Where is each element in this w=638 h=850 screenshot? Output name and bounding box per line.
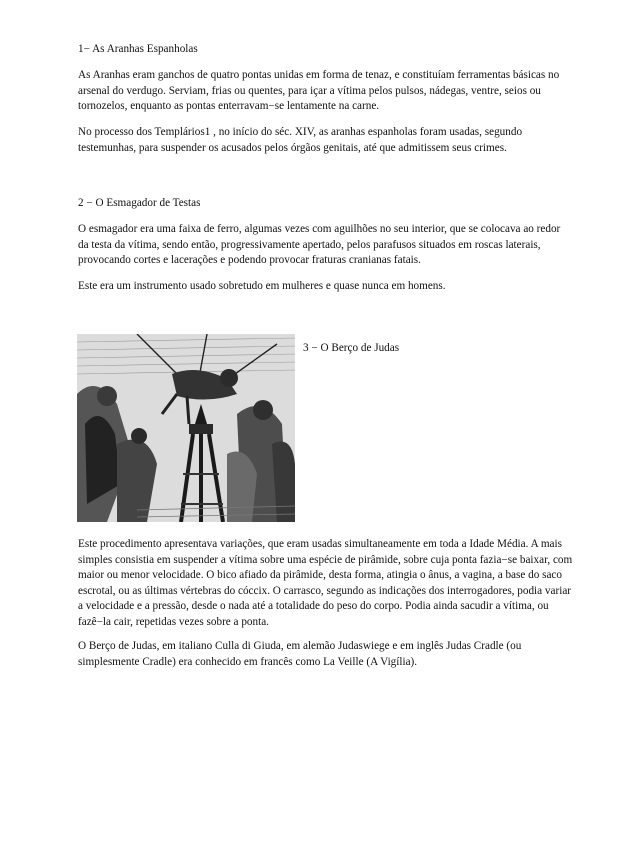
paragraph: No processo dos Templários1 , no início do séc. XIV, as aranhas espanholas foram usadas, segundo testemunhas, para suspender os acusados pelos órgãos genitais, até que admitissem seus crimes. <box>78 126 523 154</box>
section-heading: 2 − O Esmagador de Testas <box>78 197 201 209</box>
section-heading: 3 − O Berço de Judas <box>303 342 400 354</box>
paragraph: Este era um instrumento usado sobretudo em mulheres e quase nunca em homens. <box>78 280 446 292</box>
paragraph: O Berço de Judas, em italiano Culla di Giuda, em alemão Judaswiege e em inglês Judas Cradle (ou simplesmente Cradle) era conhecido em francês como La Veille (A Vigília). <box>78 640 522 668</box>
paragraph: O esmagador era uma faixa de ferro, algumas vezes com aguilhões no seu interior, que se colocava ao redor da testa da vítima, sendo então, progressivamente apertado, pelos parafusos situados em roscas laterais, provocando cortes e lacerações e podendo provocar fraturas cranianas fatais. <box>78 223 561 267</box>
woodcut-engraving-image <box>77 334 295 522</box>
paragraph: Este procedimento apresentava variações, que eram usadas simultaneamente em toda a Idade Média. A mais simples consistia em suspender a vítima sobre uma espécie de pirâmide, sobre cuja ponta fazia−se baixar, com maior ou menor velocidade. O bico afiado da pirâmide, desta forma, atingia o ânus, a vagina, a base do saco escrotal, ou as últimas vértebras do cóccix. O carrasco, segundo as indicações dos interrogadores, podia variar a velocidade e a pressão, desde o nada até a totalidade do peso do corpo. Podia ainda sacudir a vítima, ou fazê−la cair, repetidas vezes sobre a ponta. <box>78 538 573 628</box>
section-heading: 1− As Aranhas Espanholas <box>78 43 198 55</box>
paragraph: As Aranhas eram ganchos de quatro pontas unidas em forma de tenaz, e constituíam ferramentas básicas no arsenal do verdugo. Serviam, frias ou quentes, para içar a vítima pelos pulsos, nádegas, ventre, seios ou tornozelos, enquanto as pontas enterravam−se lentamente na carne. <box>78 69 560 113</box>
